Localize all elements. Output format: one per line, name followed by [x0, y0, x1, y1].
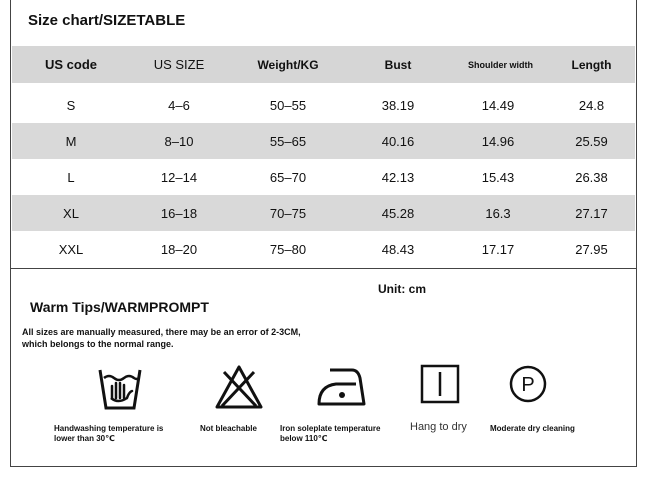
section-divider	[10, 268, 637, 269]
cell-bust: 40.16	[381, 133, 415, 149]
cell-us-code: S	[66, 97, 76, 113]
no-bleach-icon	[214, 364, 264, 410]
cell-weight: 55–65	[269, 133, 307, 149]
unit-label: Unit: cm	[378, 282, 426, 296]
cell-weight: 75–80	[269, 241, 307, 257]
cell-bust: 38.19	[381, 97, 415, 113]
cell-shoulder: 14.96	[481, 133, 515, 149]
cell-length: 26.38	[575, 169, 608, 185]
care-label: Not bleachable	[200, 424, 257, 433]
care-label: Iron soleplate temperature	[280, 424, 381, 433]
header-us-code: US code	[44, 57, 97, 72]
tips-text	[22, 326, 362, 350]
cell-us-code: L	[67, 169, 75, 185]
care-label: Handwashing temperature is	[54, 424, 164, 433]
care-label: below 110℃	[280, 434, 328, 443]
cell-bust: 48.43	[381, 241, 415, 257]
hang-dry-icon	[420, 364, 460, 404]
table-row	[12, 231, 635, 267]
header-weight: Weight/KG	[257, 57, 319, 72]
table-row	[12, 195, 635, 231]
tips-line-1: All sizes are manually measured, there may be an error of 2-3CM,	[22, 327, 301, 337]
cell-us-code: XXL	[58, 241, 84, 257]
care-label: Hang to dry	[410, 421, 467, 433]
svg-text:P: P	[521, 374, 535, 396]
page-title: Size chart/SIZETABLE	[28, 12, 186, 29]
table-row	[12, 159, 635, 195]
header-length: Length	[571, 57, 612, 72]
cell-us-code: XL	[63, 205, 79, 221]
cell-weight: 65–70	[269, 169, 307, 185]
cell-us-size: 16–18	[160, 205, 198, 221]
cell-us-size: 8–10	[164, 133, 194, 149]
cell-us-code: M	[65, 133, 77, 149]
hand-wash-icon	[98, 364, 142, 412]
cell-weight: 70–75	[269, 205, 307, 221]
care-label: lower than 30℃	[54, 434, 115, 443]
cell-shoulder: 16.3	[485, 205, 511, 221]
cell-us-size: 4–6	[168, 97, 190, 113]
cell-length: 25.59	[575, 133, 608, 149]
cell-bust: 45.28	[381, 205, 415, 221]
iron-icon	[316, 364, 368, 408]
tips-line-2: which belongs to the normal range.	[22, 339, 174, 349]
size-table	[12, 46, 635, 267]
tips-title: Warm Tips/WARMPROMPT	[30, 299, 209, 315]
cell-us-size: 12–14	[160, 169, 198, 185]
header-bust: Bust	[384, 57, 412, 72]
header-us-size: US SIZE	[153, 57, 205, 72]
table-row	[12, 123, 635, 159]
cell-bust: 42.13	[381, 169, 415, 185]
care-label: Moderate dry cleaning	[490, 424, 575, 433]
cell-shoulder: 14.49	[481, 97, 515, 113]
cell-us-size: 18–20	[160, 241, 198, 257]
cell-weight: 50–55	[269, 97, 307, 113]
table-row	[12, 87, 635, 123]
cell-length: 27.17	[575, 205, 608, 221]
dry-clean-icon	[508, 364, 548, 404]
cell-length: 27.95	[575, 241, 608, 257]
table-header-row	[12, 46, 635, 83]
cell-length: 24.8	[578, 97, 605, 113]
header-shoulder-width: Shoulder width	[468, 59, 533, 70]
cell-shoulder: 17.17	[481, 241, 515, 257]
cell-shoulder: 15.43	[481, 169, 515, 185]
